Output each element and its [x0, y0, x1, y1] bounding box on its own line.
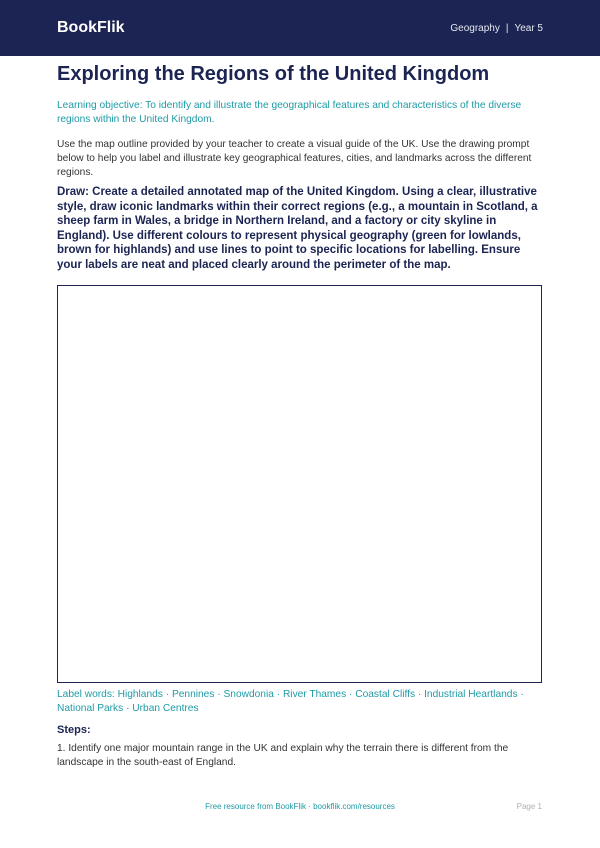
drawing-area[interactable] — [57, 285, 542, 683]
footer-source[interactable]: Free resource from BookFlik · bookflik.com/resources — [205, 802, 395, 811]
steps-heading: Steps: — [57, 724, 91, 736]
separator: | — [505, 22, 509, 34]
brand-logo-text[interactable]: BookFlik — [57, 19, 125, 36]
step-item: 1. Identify one major mountain range in the UK and explain why the terrain there is different from the landscape in the south-east of England. — [57, 743, 509, 768]
year-label: Year 5 — [514, 22, 543, 34]
intro-text: Use the map outline provided by your teacher to create a visual guide of the UK. Use the drawing prompt below to help you label and illustrate key geographical features, cities, and landmarks across the different regions. — [57, 139, 532, 178]
page-title: Exploring the Regions of the United Kingdom — [57, 63, 490, 85]
subject-year-label — [450, 23, 543, 34]
drawing-prompt: Draw: Create a detailed annotated map of the United Kingdom. Using a clear, illustrative style, draw iconic landmarks within their correct regions (e.g., a mountain in Scotland, a sheep farm in Wales, a bridge in Northern Ireland, and a factory or city skyline in England). Use different colours to represent physical geography (green for lowlands, brown for highlands) and use lines to point to specific locations for labelling. Ensure your labels are neat and placed clearly around the perimeter of the map. — [57, 186, 538, 271]
subject-label: Geography — [450, 22, 500, 34]
learning-objective: Learning objective: To identify and illustrate the geographical features and characteristics of the diverse regions within the United Kingdom. — [57, 100, 522, 125]
page-number: Page 1 — [516, 802, 542, 811]
label-words: Label words: Highlands · Pennines · Snowdonia · River Thames · Coastal Cliffs · Industrial Heartlands · National Parks · Urban Centres — [57, 689, 524, 714]
header-bar — [0, 0, 600, 56]
